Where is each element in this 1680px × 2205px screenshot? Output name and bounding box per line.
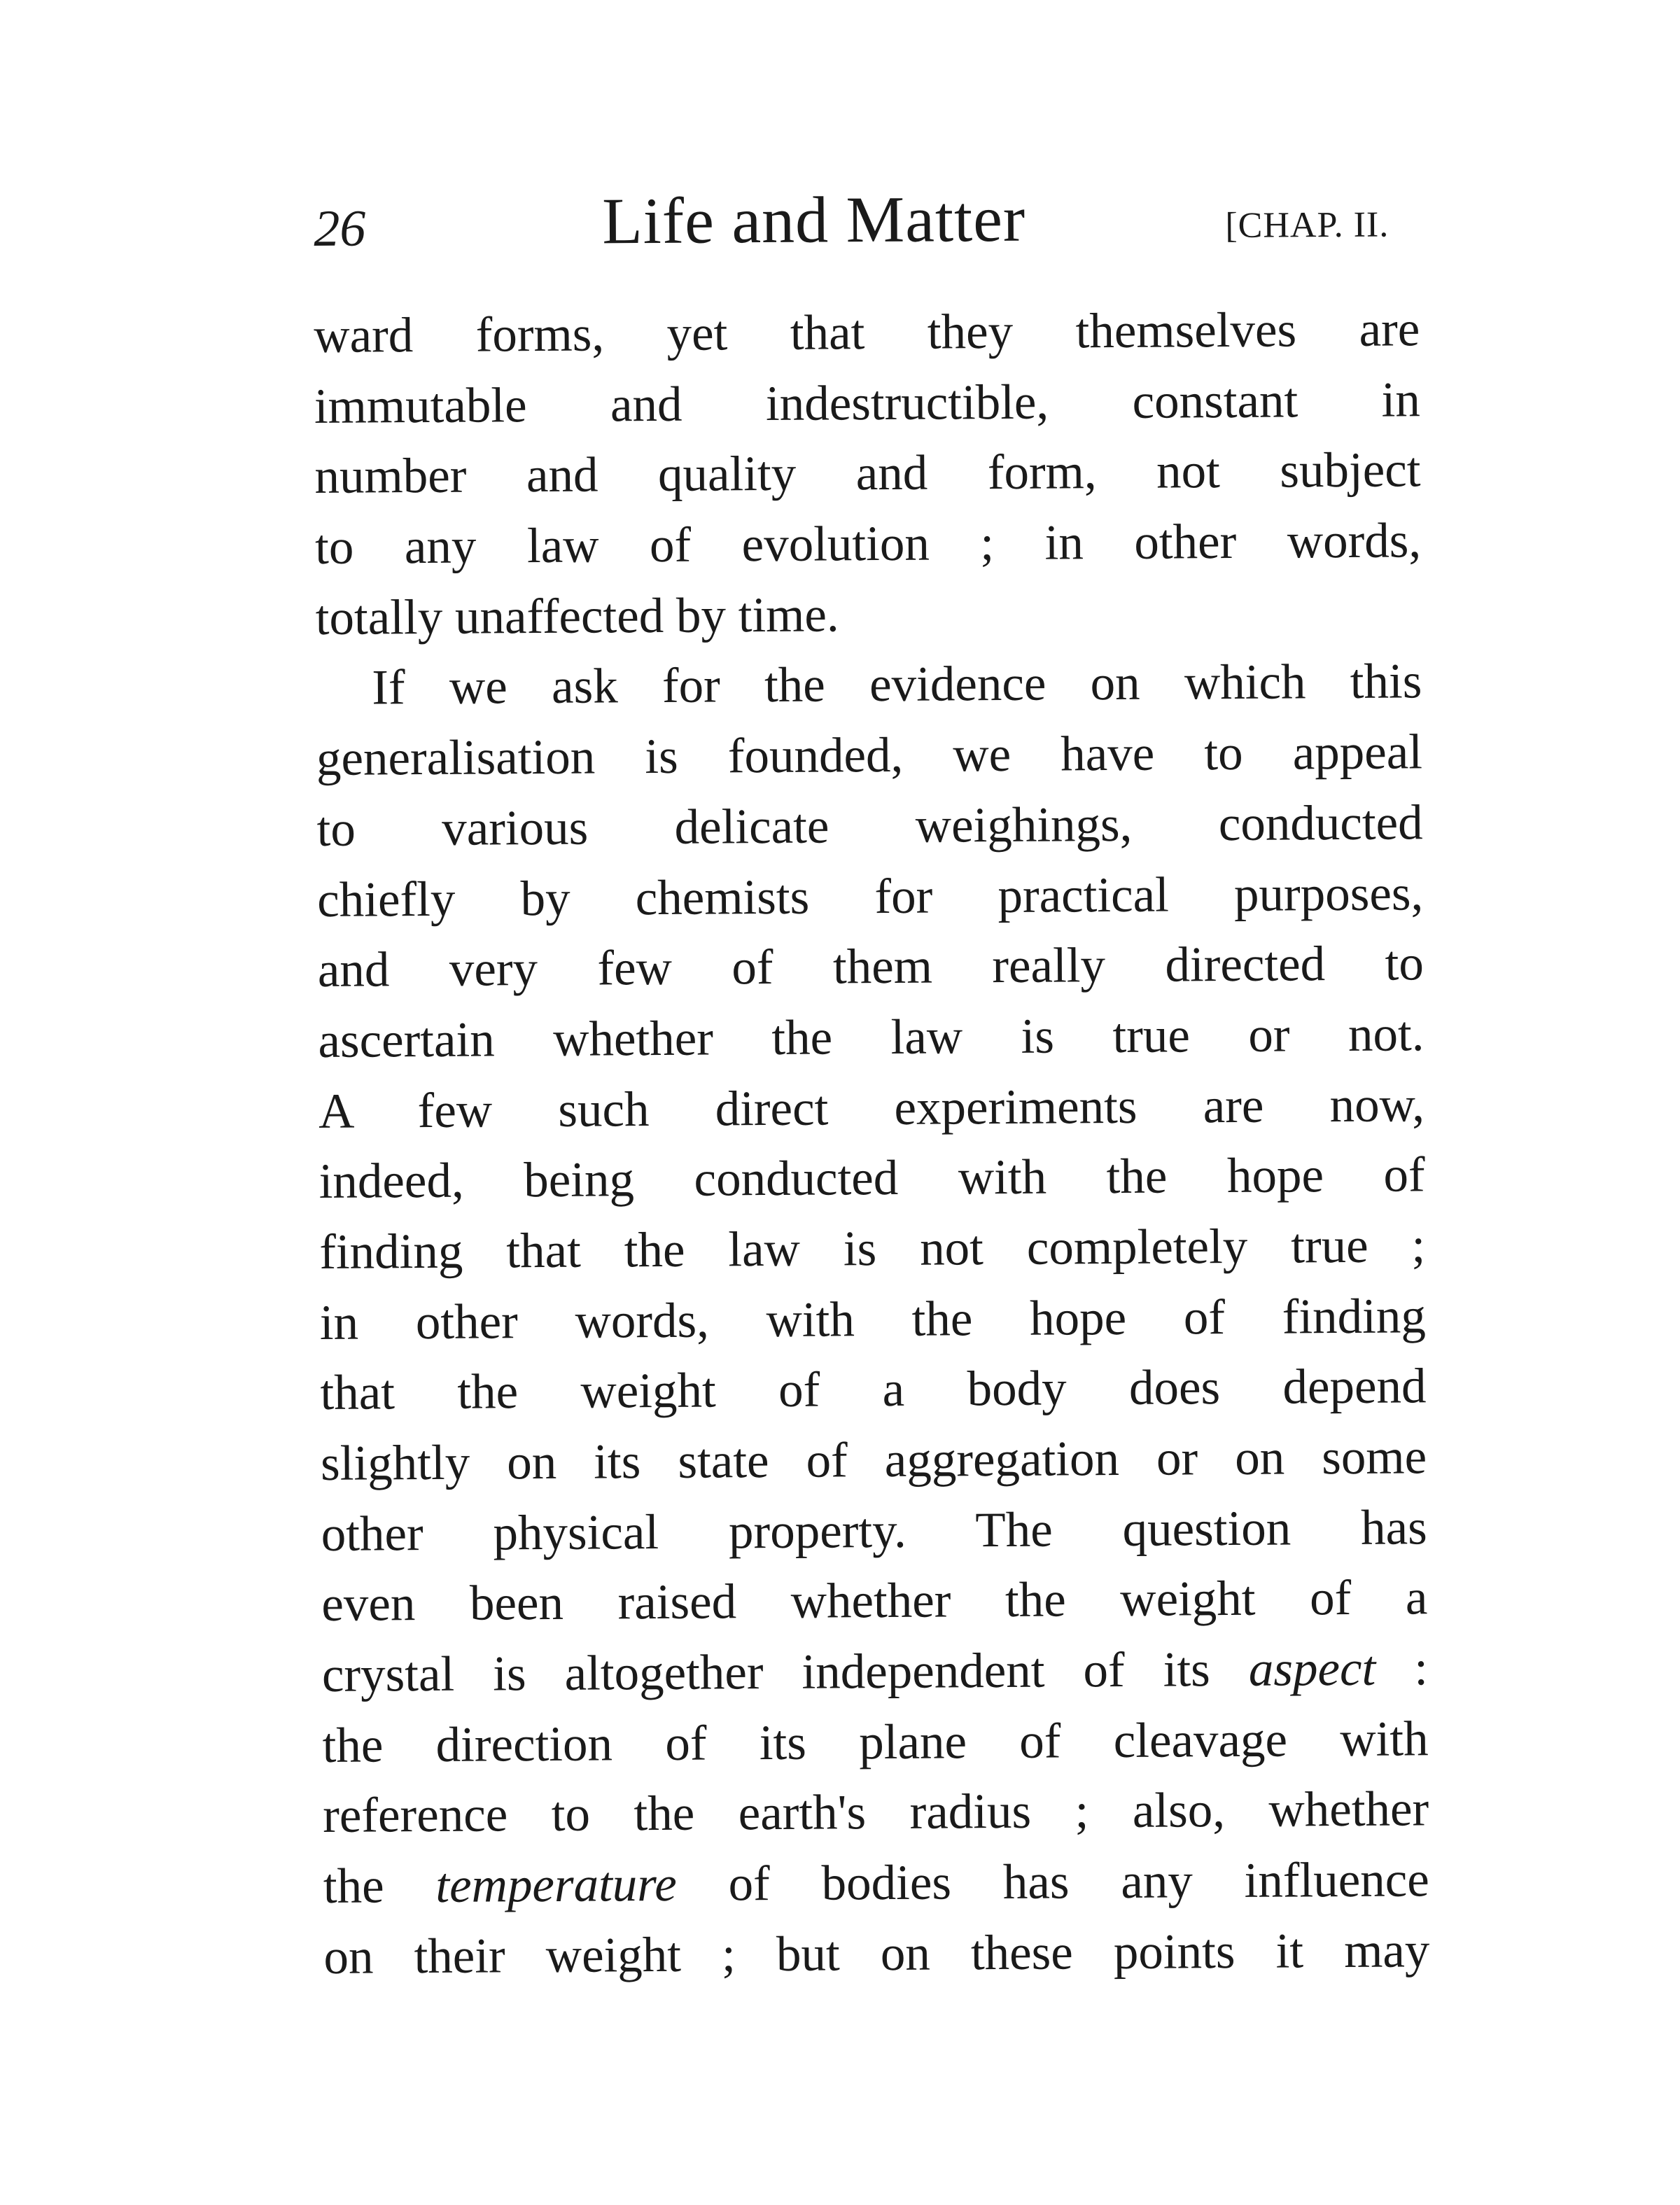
text-run: : <box>1375 1641 1429 1696</box>
text-line <box>323 1844 1430 1921</box>
text-line: immutable and indestructible, constant in <box>314 372 1421 434</box>
text-line: number and quality and form, not subject <box>314 442 1421 505</box>
text-line: slightly on its state of aggregation or on some <box>320 1429 1427 1491</box>
text-line: finding that the law is not completely true ; <box>319 1218 1426 1280</box>
page-number: 26 <box>314 200 366 258</box>
body-text <box>314 294 1430 1992</box>
text-line: the direction of its plane of cleavage with <box>322 1712 1429 1773</box>
text-line: ward forms, yet that they themselves are <box>314 302 1420 363</box>
paragraph-start-line: If we ask for the evidence on which this <box>372 654 1422 715</box>
text-line: to various delicate weighings, conducted <box>316 795 1423 857</box>
text-line: reference to the earth's radius ; also, whether <box>322 1782 1429 1844</box>
text-line: that the weight of a body does depend <box>320 1359 1427 1421</box>
text-line: generalisation is founded, we have to appeal <box>316 724 1423 787</box>
italic-term-temperature: temperature <box>435 1856 678 1914</box>
text-line: even been raised whether the weight of a <box>321 1570 1428 1632</box>
chapter-reference: [CHAP. II. <box>1225 204 1390 246</box>
text-run: crystal is altogether independent of its <box>321 1642 1250 1703</box>
text-line: in other words, with the hope of finding <box>319 1288 1427 1350</box>
text-line <box>322 1633 1429 1710</box>
text-run: of bodies has any influence <box>676 1852 1430 1912</box>
text-line: totally unaffected by time. <box>315 587 839 645</box>
text-line: indeed, being conducted with the hope of <box>318 1147 1425 1210</box>
running-title: Life and Matter <box>602 182 1026 258</box>
text-line: and very few of them really directed to <box>317 936 1424 998</box>
text-line: chiefly by chemists for practical purposes, <box>316 865 1424 927</box>
text-run: the <box>323 1858 436 1914</box>
text-line: on their weight ; but on these points it may <box>323 1923 1430 1984</box>
text-line: other physical property. The question has <box>321 1500 1427 1562</box>
running-head <box>308 178 1411 270</box>
text-line: A few such direct experiments are now, <box>318 1077 1425 1139</box>
text-line: ascertain whether the law is true or not. <box>318 1007 1424 1068</box>
italic-term-aspect: aspect <box>1248 1641 1376 1697</box>
text-line: to any law of evolution ; in other words, <box>314 513 1422 575</box>
